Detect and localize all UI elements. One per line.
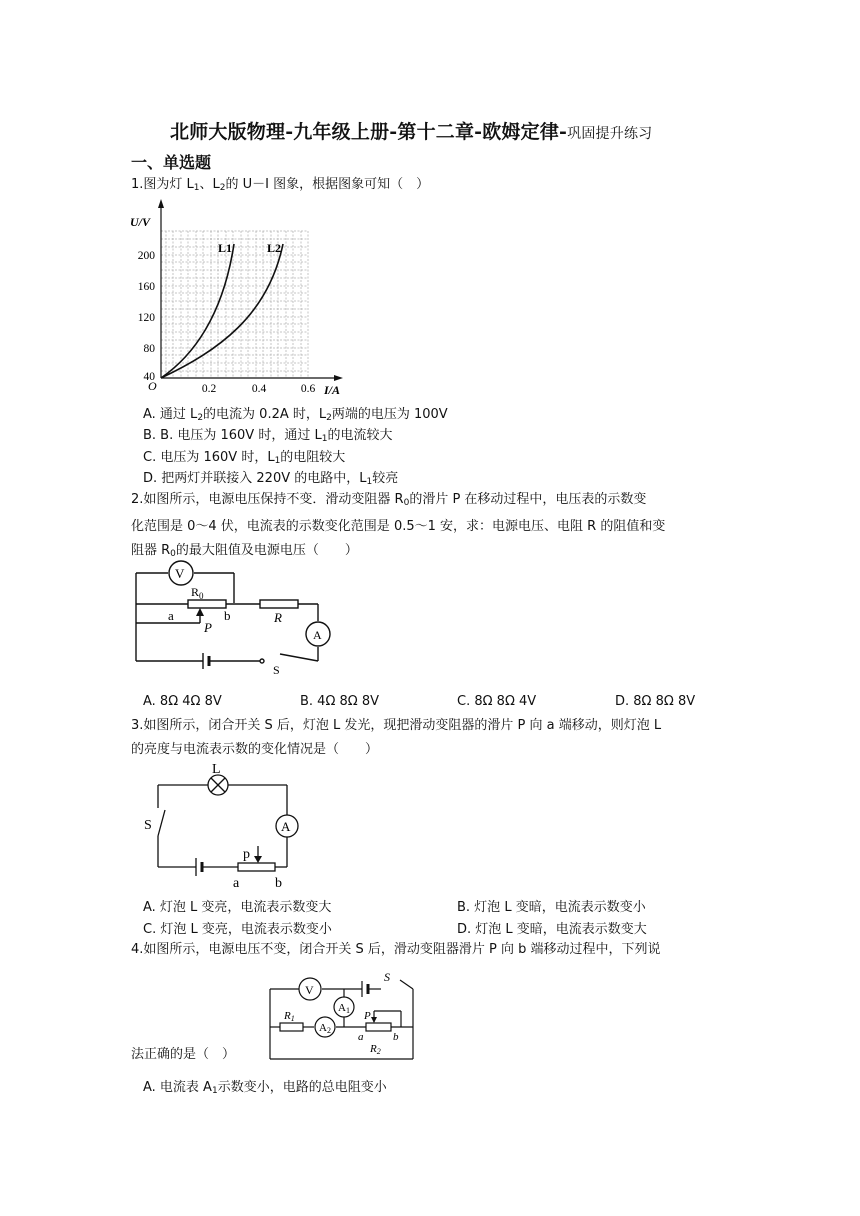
switch-label: S bbox=[273, 663, 280, 676]
q2-circuit-diagram bbox=[128, 558, 338, 676]
y-tick: 160 bbox=[137, 281, 155, 293]
x-tick: 0.2 bbox=[201, 383, 217, 395]
curve-l2 bbox=[161, 244, 283, 378]
q3-circuit-diagram bbox=[140, 760, 310, 892]
y-tick: 40 bbox=[143, 371, 155, 383]
page-title-suffix: 巩固提升练习 bbox=[567, 126, 653, 142]
q1-option-d[interactable]: D. 把两灯并联接入 220V 的电路中，$L_1$较亮 bbox=[143, 471, 399, 487]
q3-option-c[interactable]: C. 灯泡 L 变亮，电流表示数变小 bbox=[143, 922, 332, 937]
q1-ui-graph bbox=[128, 196, 358, 398]
origin-label: O bbox=[148, 379, 157, 393]
q3-stem: 3.如图所示，闭合开关 S 后，灯泡 L 发光，现把滑动变阻器的滑片 P 向 a 端移动，则灯泡 L 的亮度与电流表示数的变化情况是（ ） bbox=[131, 718, 662, 757]
curve-l2-label: L2 bbox=[267, 241, 282, 255]
ammeter-label: A bbox=[281, 819, 291, 834]
section-heading: 一、单选题 bbox=[131, 153, 212, 172]
q1-option-a[interactable]: A. 通过 $L_2$的电流为 0.2A 时，$L_2$两端的电压为 100V bbox=[143, 407, 448, 423]
x-axis-label: I/A bbox=[324, 383, 341, 397]
voltmeter-label: V bbox=[175, 566, 185, 581]
q4-circuit-diagram bbox=[266, 967, 416, 1063]
lamp-label: L bbox=[212, 762, 221, 777]
q3-option-d[interactable]: D. 灯泡 L 变暗，电流表示数变大 bbox=[457, 922, 647, 937]
q3-option-a[interactable]: A. 灯泡 L 变亮，电流表示数变大 bbox=[143, 900, 332, 915]
y-tick: 80 bbox=[143, 343, 155, 355]
terminal-a: a bbox=[233, 876, 240, 891]
voltmeter-label: V bbox=[305, 983, 314, 997]
svg-text:A1: A1 bbox=[338, 1002, 350, 1015]
x-tick: 0.6 bbox=[300, 383, 316, 395]
q2-option-a[interactable]: A. 8Ω 4Ω 8V bbox=[143, 694, 222, 709]
switch-label: S bbox=[144, 818, 152, 833]
terminal-b: b bbox=[275, 876, 282, 891]
q4-stem-line2: 法正确的是（ ） bbox=[131, 1047, 236, 1062]
svg-text:A2: A2 bbox=[319, 1022, 331, 1035]
q4-option-a[interactable]: A. 电流表 $A_1$示数变小，电路的总电阻变小 bbox=[143, 1080, 387, 1096]
x-tick: 0.4 bbox=[251, 383, 267, 395]
q1-stem: 1.图为灯 $L_1$、$L_2$的 U－I 图象，根据图象可知（ ） bbox=[131, 177, 430, 193]
q4-stem-line1: 4.如图所示，电源电压不变，闭合开关 S 后，滑动变阻器滑片 P 向 b 端移动过程中，下列说 bbox=[131, 942, 661, 957]
y-axis-label: U/V bbox=[130, 215, 151, 229]
ammeter-label: A bbox=[313, 628, 322, 642]
terminal-a: a bbox=[168, 608, 174, 623]
svg-text:R0: $R_0$ bbox=[191, 585, 204, 601]
slider-label: p bbox=[243, 847, 250, 862]
terminal-b: b bbox=[224, 608, 231, 623]
terminal-b: b bbox=[393, 1031, 399, 1043]
q1-option-c[interactable]: C. 电压为 160V 时，$L_1$的电阻较大 bbox=[143, 450, 346, 466]
q2-option-b[interactable]: B. 4Ω 8Ω 8V bbox=[300, 694, 380, 709]
switch-label: S bbox=[384, 970, 390, 984]
q3-option-b[interactable]: B. 灯泡 L 变暗，电流表示数变小 bbox=[457, 900, 646, 915]
svg-text:R1: R1 bbox=[284, 1010, 295, 1023]
slider-label: P bbox=[364, 1010, 371, 1022]
page-title: 北师大版物理-九年级上册-第十二章-欧姆定律-巩固提升练习 bbox=[170, 121, 653, 143]
q2-stem: 2.如图所示，电源电压保持不变．滑动变阻器 $R_0$的滑片 P 在移动过程中，电压表的示数变 化范围是 0～4 伏，电流表的示数变化范围是 0.5～1 安，求：电源电压、电阻 R 的阻值和变 阻器 $R_0$的最大阻值及电源电压（ ） bbox=[131, 492, 666, 559]
q1-option-b[interactable]: B. B. 电压为 160V 时，通过 $L_1$的电流较大 bbox=[143, 428, 393, 444]
q2-option-c[interactable]: C. 8Ω 8Ω 4V bbox=[457, 694, 537, 709]
resistor-label: R bbox=[274, 610, 282, 625]
y-tick: 200 bbox=[137, 250, 155, 262]
slider-label: P bbox=[204, 620, 212, 635]
svg-text:R2: R2 bbox=[370, 1043, 381, 1056]
curve-l1-label: L1 bbox=[218, 241, 233, 255]
q2-option-d[interactable]: D. 8Ω 8Ω 8V bbox=[615, 694, 696, 709]
terminal-a: a bbox=[358, 1031, 364, 1043]
y-tick: 120 bbox=[137, 312, 155, 324]
